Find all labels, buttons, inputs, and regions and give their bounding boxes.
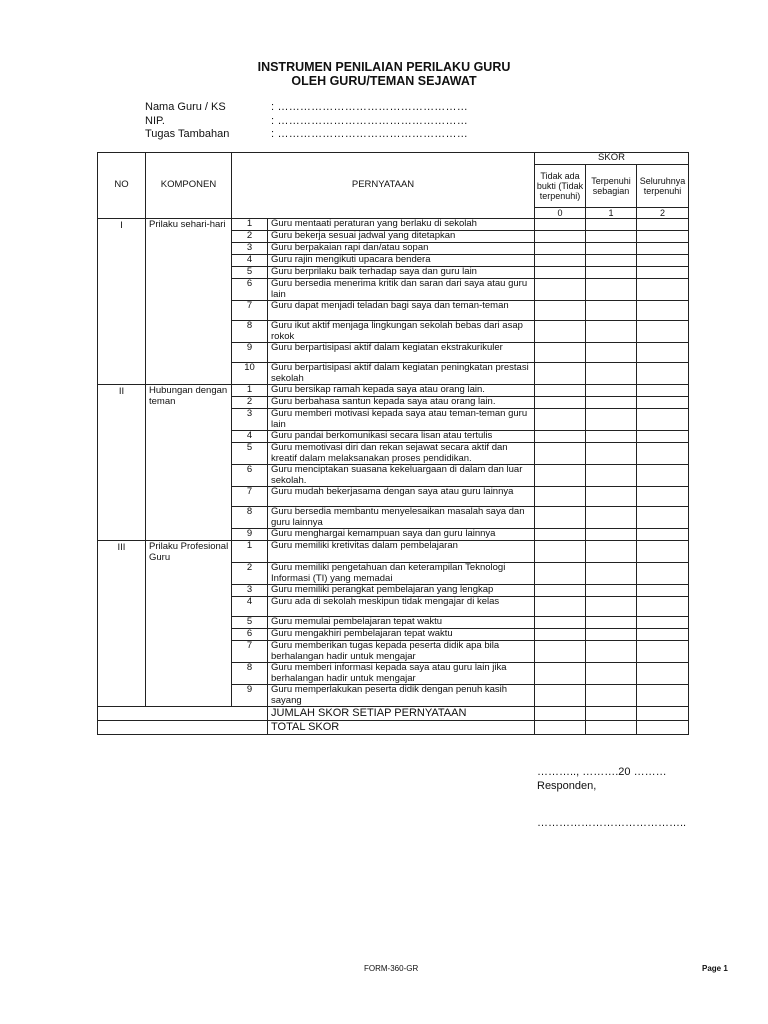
jumlah-label: JUMLAH SKOR SETIAP PERNYATAAN <box>268 707 535 721</box>
score-cell[interactable] <box>535 363 586 385</box>
score-cell[interactable] <box>637 529 689 541</box>
jumlah-row <box>98 707 689 721</box>
score-cell[interactable] <box>637 243 689 255</box>
statement-number: 3 <box>232 585 268 597</box>
statement-number: 4 <box>232 255 268 267</box>
score-cell[interactable] <box>586 541 637 563</box>
assessment-body <box>98 219 689 707</box>
statement-row <box>98 219 689 231</box>
statement-text: Guru memiliki pengetahuan dan keterampilan Teknologi Informasi (TI) yang memadai <box>268 563 535 585</box>
section-komponen: Hubungan dengan teman <box>146 385 232 541</box>
assessment-table <box>97 152 689 735</box>
score-cell[interactable] <box>637 585 689 597</box>
score-cell[interactable] <box>535 465 586 487</box>
score-cell[interactable] <box>535 443 586 465</box>
score-cell[interactable] <box>637 507 689 529</box>
statement-text: Guru dapat menjadi teladan bagi saya dan teman-teman <box>268 301 535 321</box>
statement-number: 7 <box>232 301 268 321</box>
header-no: NO <box>98 153 146 219</box>
statement-text: Guru memulai pembelajaran tepat waktu <box>268 617 535 629</box>
statement-number: 4 <box>232 597 268 617</box>
section-number: II <box>98 385 146 541</box>
identity-label: Tugas Tambahan <box>145 128 230 140</box>
score-cell[interactable] <box>637 721 689 735</box>
total-spacer <box>98 721 268 735</box>
score-cell[interactable] <box>637 255 689 267</box>
statement-number: 2 <box>232 231 268 243</box>
score-cell[interactable] <box>535 721 586 735</box>
score-cell[interactable] <box>535 343 586 363</box>
score-cell[interactable] <box>535 507 586 529</box>
score-cell[interactable] <box>535 219 586 231</box>
score-cell[interactable] <box>586 629 637 641</box>
score-cell[interactable] <box>586 321 637 343</box>
statement-text: Guru memberikan tugas kepada peserta didik apa bila berhalangan hadir untuk mengajar <box>268 641 535 663</box>
statement-text: Guru mengakhiri pembelajaran tepat waktu <box>268 629 535 641</box>
statement-number: 5 <box>232 617 268 629</box>
score-cell[interactable] <box>586 617 637 629</box>
section-komponen: Prilaku Profesional Guru <box>146 541 232 707</box>
score-cell[interactable] <box>637 597 689 617</box>
statement-text: Guru memberi informasi kepada saya atau guru lain jika berhalangan hadir untuk mengajar <box>268 663 535 685</box>
score-cell[interactable] <box>637 707 689 721</box>
score-cell[interactable] <box>535 397 586 409</box>
score-cell[interactable] <box>586 685 637 707</box>
header-skor-seluruhnya-terpenuhi: Seluruhnya terpenuhi <box>637 165 689 208</box>
score-cell[interactable] <box>637 487 689 507</box>
score-cell[interactable] <box>637 301 689 321</box>
score-cell[interactable] <box>586 597 637 617</box>
score-cell[interactable] <box>637 409 689 431</box>
score-cell[interactable] <box>586 487 637 507</box>
score-cell[interactable] <box>637 385 689 397</box>
section-number: I <box>98 219 146 385</box>
statement-text: Guru berpartisipasi aktif dalam kegiatan peningkatan prestasi sekolah <box>268 363 535 385</box>
score-cell[interactable] <box>535 321 586 343</box>
score-cell[interactable] <box>535 529 586 541</box>
score-cell[interactable] <box>637 541 689 563</box>
score-cell[interactable] <box>586 231 637 243</box>
score-cell[interactable] <box>535 243 586 255</box>
statement-number: 4 <box>232 431 268 443</box>
header-skor-tidak-terpenuhi: Tidak ada bukti (Tidak terpenuhi) <box>535 165 586 208</box>
statement-number: 9 <box>232 529 268 541</box>
statement-text: Guru menciptakan suasana kekeluargaan di dalam dan luar sekolah. <box>268 465 535 487</box>
identity-fill-line[interactable]: : …………………………………………… <box>271 114 468 127</box>
statement-number: 9 <box>232 685 268 707</box>
statement-text: Guru rajin mengikuti upacara bendera <box>268 255 535 267</box>
header-pernyataan: PERNYATAAN <box>232 153 535 219</box>
header-skor-value-2: 2 <box>637 208 689 219</box>
score-cell[interactable] <box>535 629 586 641</box>
form-title-line-2: OLEH GURU/TEMAN SEJAWAT <box>291 74 477 88</box>
score-cell[interactable] <box>637 617 689 629</box>
score-cell[interactable] <box>535 279 586 301</box>
score-cell[interactable] <box>535 255 586 267</box>
statement-number: 5 <box>232 443 268 465</box>
signature-name-line[interactable]: ………………………………….. <box>537 817 687 829</box>
identity-label: Nama Guru / KS <box>145 101 226 113</box>
statement-text: Guru mentaati peraturan yang berlaku di sekolah <box>268 219 535 231</box>
header-komponen: KOMPONEN <box>146 153 232 219</box>
footer-page-number: Page 1 <box>702 964 728 973</box>
statement-number: 3 <box>232 409 268 431</box>
score-cell[interactable] <box>535 541 586 563</box>
score-cell[interactable] <box>637 231 689 243</box>
score-cell[interactable] <box>535 267 586 279</box>
score-cell[interactable] <box>586 563 637 585</box>
score-cell[interactable] <box>637 685 689 707</box>
score-cell[interactable] <box>586 385 637 397</box>
form-title-line-1: INSTRUMEN PENILAIAN PERILAKU GURU <box>257 60 511 74</box>
statement-number: 1 <box>232 219 268 231</box>
footer-form-code: FORM-360-GR <box>364 964 419 973</box>
score-cell[interactable] <box>637 563 689 585</box>
statement-number: 2 <box>232 397 268 409</box>
score-cell[interactable] <box>637 431 689 443</box>
score-cell[interactable] <box>535 585 586 597</box>
score-cell[interactable] <box>586 585 637 597</box>
statement-number: 1 <box>232 385 268 397</box>
score-cell[interactable] <box>586 301 637 321</box>
statement-text: Guru bersedia membantu menyelesaikan masalah saya dan guru lainnya <box>268 507 535 529</box>
total-label: TOTAL SKOR <box>268 721 535 735</box>
score-cell[interactable] <box>535 707 586 721</box>
identity-row-name <box>145 101 468 115</box>
statement-row <box>98 385 689 397</box>
statement-text: Guru mudah bekerjasama dengan saya atau guru lainnya <box>268 487 535 507</box>
statement-text: Guru memberi motivasi kepada saya atau teman-teman guru lain <box>268 409 535 431</box>
header-skor-value-0: 0 <box>535 208 586 219</box>
score-cell[interactable] <box>535 487 586 507</box>
statement-number: 7 <box>232 641 268 663</box>
score-cell[interactable] <box>637 343 689 363</box>
score-cell[interactable] <box>586 279 637 301</box>
identity-fill-line[interactable]: : …………………………………………… <box>271 101 468 113</box>
statement-text: Guru berpakaian rapi dan/atau sopan <box>268 243 535 255</box>
statement-text: Guru berpartisipasi aktif dalam kegiatan ekstrakurikuler <box>268 343 535 363</box>
statement-text: Guru berprilaku baik terhadap saya dan guru lain <box>268 267 535 279</box>
identity-row-tugas <box>145 128 468 142</box>
identity-block <box>145 101 468 142</box>
header-skor: SKOR <box>535 153 689 165</box>
score-cell[interactable] <box>535 663 586 685</box>
score-cell[interactable] <box>586 267 637 279</box>
score-cell[interactable] <box>586 343 637 363</box>
score-cell[interactable] <box>586 707 637 721</box>
statement-text: Guru pandai berkomunikasi secara lisan atau tertulis <box>268 431 535 443</box>
score-cell[interactable] <box>586 409 637 431</box>
statement-number: 8 <box>232 663 268 685</box>
score-cell[interactable] <box>637 363 689 385</box>
identity-row-nip <box>145 115 468 129</box>
statement-text: Guru ada di sekolah meskipun tidak mengajar di kelas <box>268 597 535 617</box>
statement-number: 6 <box>232 629 268 641</box>
score-cell[interactable] <box>535 385 586 397</box>
statement-number: 3 <box>232 243 268 255</box>
score-cell[interactable] <box>535 301 586 321</box>
statement-number: 8 <box>232 507 268 529</box>
statement-text: Guru ikut aktif menjaga lingkungan sekolah bebas dari asap rokok <box>268 321 535 343</box>
statement-text: Guru menghargai kemampuan saya dan guru lainnya <box>268 529 535 541</box>
statement-text: Guru bekerja sesuai jadwal yang ditetapkan <box>268 231 535 243</box>
score-cell[interactable] <box>586 219 637 231</box>
statement-number: 9 <box>232 343 268 363</box>
score-cell[interactable] <box>586 255 637 267</box>
score-cell[interactable] <box>535 597 586 617</box>
score-cell[interactable] <box>637 629 689 641</box>
statement-text: Guru berbahasa santun kepada saya atau orang lain. <box>268 397 535 409</box>
statement-number: 7 <box>232 487 268 507</box>
score-cell[interactable] <box>535 685 586 707</box>
statement-row <box>98 541 689 563</box>
statement-number: 5 <box>232 267 268 279</box>
statement-number: 2 <box>232 563 268 585</box>
statement-text: Guru memotivasi diri dan rekan sejawat secara aktif dan kreatif dalam melaksanakan proses pendidikan. <box>268 443 535 465</box>
statement-number: 10 <box>232 363 268 385</box>
score-cell[interactable] <box>586 397 637 409</box>
score-cell[interactable] <box>535 563 586 585</box>
section-komponen: Prilaku sehari-hari <box>146 219 232 385</box>
identity-fill-line[interactable]: : …………………………………………… <box>271 128 468 140</box>
score-cell[interactable] <box>535 431 586 443</box>
score-cell[interactable] <box>637 219 689 231</box>
score-cell[interactable] <box>586 663 637 685</box>
statement-number: 8 <box>232 321 268 343</box>
score-cell[interactable] <box>586 507 637 529</box>
score-cell[interactable] <box>535 617 586 629</box>
score-cell[interactable] <box>586 641 637 663</box>
score-cell[interactable] <box>637 663 689 685</box>
statement-text: Guru memiliki perangkat pembelajaran yang lengkap <box>268 585 535 597</box>
statement-text: Guru bersikap ramah kepada saya atau orang lain. <box>268 385 535 397</box>
score-cell[interactable] <box>637 465 689 487</box>
score-cell[interactable] <box>586 443 637 465</box>
statement-number: 6 <box>232 465 268 487</box>
score-cell[interactable] <box>637 641 689 663</box>
identity-label: NIP. <box>145 114 165 127</box>
score-cell[interactable] <box>586 529 637 541</box>
header-skor-value-1: 1 <box>586 208 637 219</box>
score-cell[interactable] <box>586 431 637 443</box>
statement-number: 1 <box>232 541 268 563</box>
jumlah-spacer <box>98 707 268 721</box>
signature-date-line[interactable]: ……….., ……….20 ……… <box>537 766 667 778</box>
score-cell[interactable] <box>586 465 637 487</box>
statement-text: Guru memperlakukan peserta didik dengan penuh kasih sayang <box>268 685 535 707</box>
total-row <box>98 721 689 735</box>
score-cell[interactable] <box>637 397 689 409</box>
signature-responden-label: Responden, <box>537 780 597 792</box>
section-number: III <box>98 541 146 707</box>
score-cell[interactable] <box>586 363 637 385</box>
score-cell[interactable] <box>637 267 689 279</box>
score-cell[interactable] <box>586 721 637 735</box>
header-skor-terpenuhi-sebagian: Terpenuhi sebagian <box>586 165 637 208</box>
score-cell[interactable] <box>637 279 689 301</box>
score-cell[interactable] <box>637 443 689 465</box>
score-cell[interactable] <box>637 321 689 343</box>
statement-text: Guru bersedia menerima kritik dan saran dari saya atau guru lain <box>268 279 535 301</box>
statement-text: Guru memiliki kretivitas dalam pembelajaran <box>268 541 535 563</box>
statement-number: 6 <box>232 279 268 301</box>
score-cell[interactable] <box>535 641 586 663</box>
score-cell[interactable] <box>535 409 586 431</box>
score-cell[interactable] <box>586 243 637 255</box>
score-cell[interactable] <box>535 231 586 243</box>
